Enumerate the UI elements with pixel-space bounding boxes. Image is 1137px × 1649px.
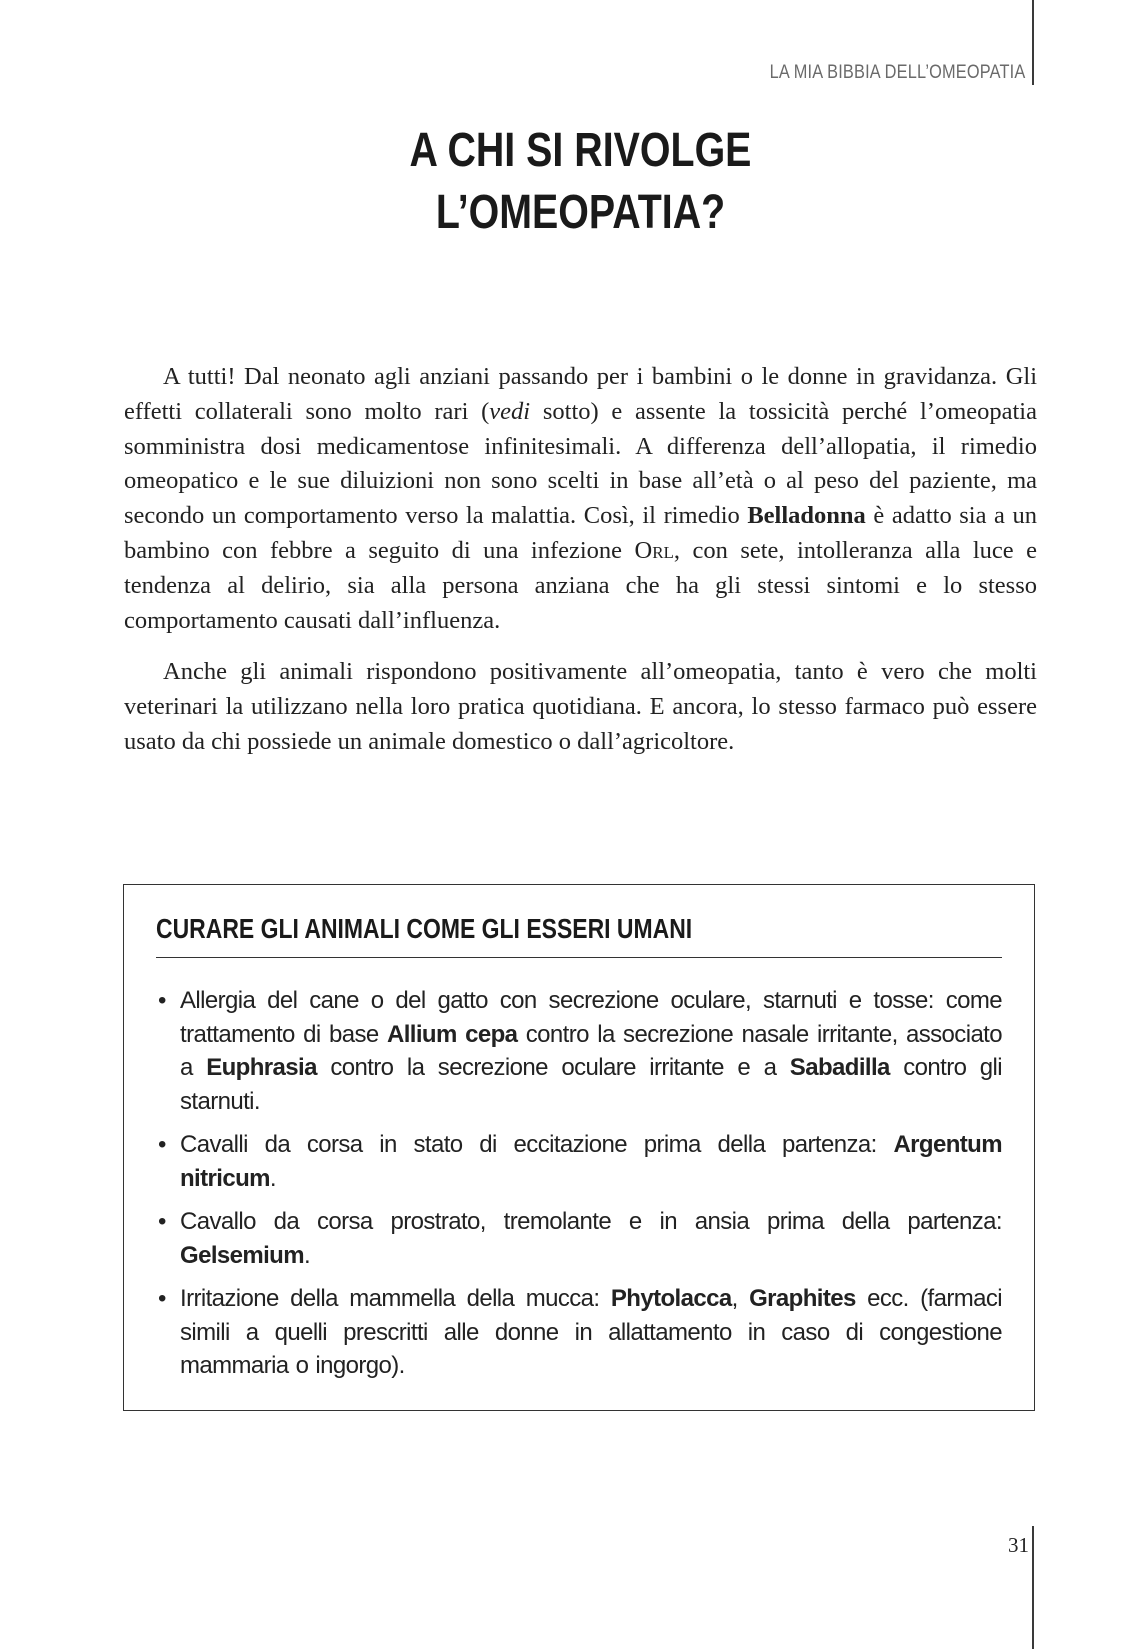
paragraph-1-text-a: A tutti! Dal neonato agli anziani passando per i bambini o le donne in gravidanza. Gli effetti collaterali sono molto rari ( — [124, 363, 1037, 425]
header-vertical-rule — [1032, 0, 1034, 85]
remedy-belladonna: Belladonna — [747, 502, 866, 530]
running-head: LA MIA BIBBIA DELL’OMEOPATIA — [769, 62, 1025, 83]
list-item-text: ecc. (farmaci simili a quelli prescritti alle donne in allattamento in caso di congestione mammaria o ingorgo). — [180, 1285, 1003, 1379]
list-item-text: . — [269, 1164, 276, 1192]
list-item-text: contro la secrezione oculare irritante e a — [316, 1054, 790, 1081]
chapter-title-line-1: A CHI SI RIVOLGE — [409, 124, 752, 177]
list-item-text: Cavalli da corsa in stato di eccitazione prima della partenza: — [180, 1131, 894, 1158]
list-item — [156, 984, 1002, 1118]
bullet-icon: • — [158, 1131, 166, 1158]
list-item-text: , — [731, 1285, 750, 1312]
remedy-name: Graphites — [749, 1285, 856, 1312]
orl-abbreviation: Orl — [634, 536, 674, 564]
body-text — [124, 360, 1037, 777]
list-item-text: . — [304, 1241, 311, 1269]
paragraph-1-text-c: è adatto sia a un bambino con febbre a seguito di una infezione — [124, 502, 1037, 564]
remedy-name: Sabadilla — [789, 1054, 890, 1081]
list-item-text: Cavallo da corsa prostrato, tremolante e in ansia prima della partenza: — [180, 1208, 1002, 1235]
box-list — [156, 984, 1002, 1383]
list-item — [156, 1282, 1002, 1383]
remedy-name: Phytolacca — [610, 1285, 732, 1312]
remedy-name: Allium cepa — [387, 1020, 518, 1048]
page-number: 31 — [1008, 1533, 1029, 1557]
chapter-title — [124, 120, 1037, 244]
list-item-text: Irritazione della mammella della mucca: — [180, 1285, 611, 1312]
box-title — [156, 913, 1002, 958]
chapter-title-line-2: L’OMEOPATIA? — [435, 186, 726, 239]
paragraph-1-text-b: sotto) e assente la tossicità perché l’omeopatia somministra dosi medicamentose infinitesimali. A differenza dell’allopatia, il rimedio omeopatico e le sue diluizioni non sono scelti in base all’età o al peso del paziente, ma secondo un comportamento verso la malattia. Così, il rimedio — [124, 397, 1037, 530]
list-item — [156, 1205, 1002, 1272]
bullet-icon: • — [158, 987, 166, 1014]
remedy-name: Euphrasia — [206, 1054, 317, 1081]
bullet-icon: • — [158, 1208, 166, 1235]
footer-vertical-rule — [1032, 1526, 1034, 1649]
vedi-italic: vedi — [489, 397, 531, 425]
sidebar-box — [123, 884, 1035, 1411]
bullet-icon: • — [158, 1285, 166, 1312]
list-item — [156, 1128, 1002, 1195]
paragraph-1-text-d: , con sete, intolleranza alla luce e tendenza al delirio, sia alla persona anziana che ha gli stessi sintomi e lo stesso comportamento causati dall’influenza. — [124, 536, 1038, 634]
list-item-text: contro la secrezione nasale irritante, associato a — [180, 1020, 1003, 1081]
list-item-text: Allergia del cane o del gatto con secrezione oculare, starnuti e tosse: come trattamento di base — [180, 987, 1002, 1048]
box-title-text: CURARE GLI ANIMALI COME GLI ESSERI UMANI — [156, 913, 693, 944]
list-item-text: contro gli starnuti. — [180, 1054, 1003, 1115]
paragraph-1 — [124, 360, 1037, 638]
remedy-name: Gelsemium — [180, 1241, 304, 1269]
paragraph-2: Anche gli animali rispondono positivamente all’omeopatia, tanto è vero che molti veterinari la utilizzano nella loro pratica quotidiana. E ancora, lo stesso farmaco può essere usato da chi possiede un animale domestico o dall’agricoltore. — [124, 658, 1037, 755]
remedy-name: Argentum nitricum — [180, 1131, 1002, 1192]
